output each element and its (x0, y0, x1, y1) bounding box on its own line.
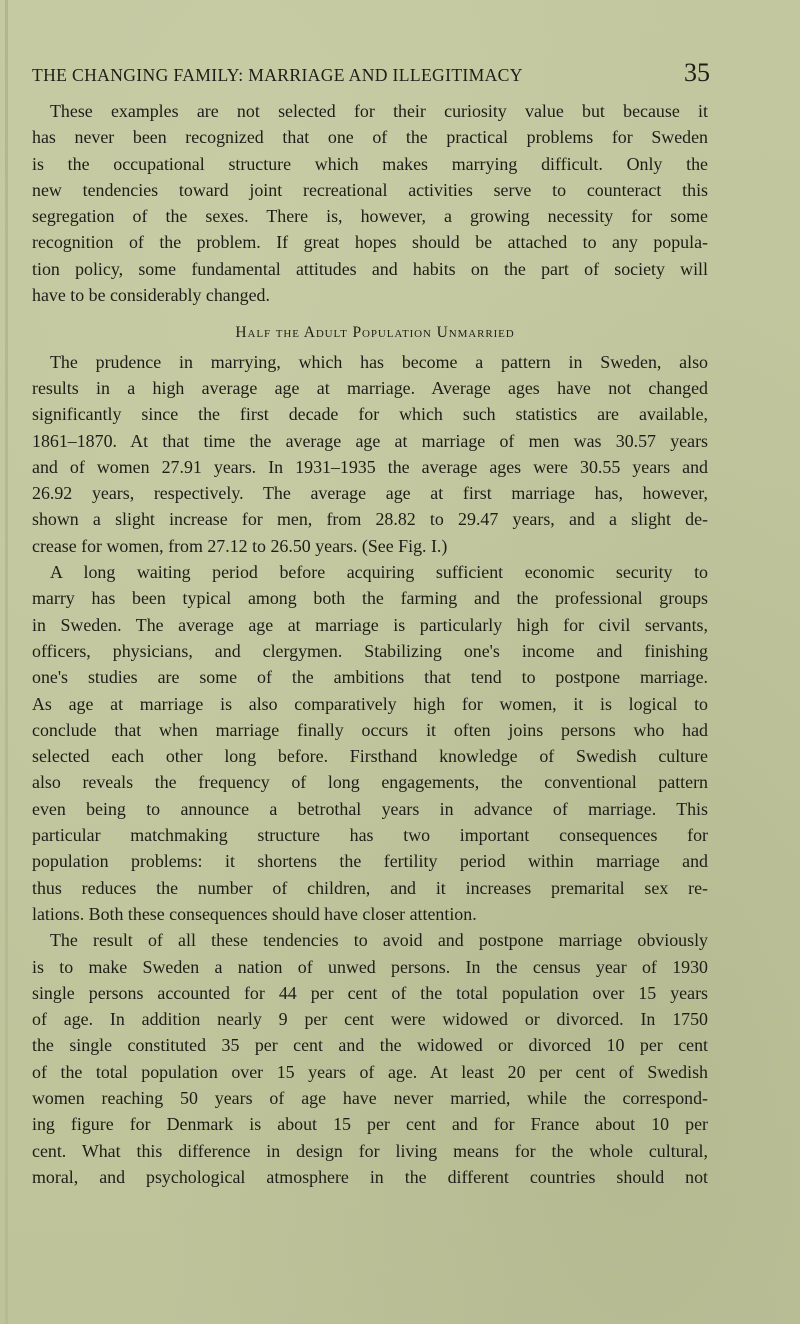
text-line: significantly since the first decade for which such statistics are available, (32, 404, 708, 425)
text-line: new tendencies toward joint recreational activities serve to counteract this (32, 179, 708, 200)
paragraph-3 (32, 559, 708, 927)
text-line: ing figure for Denmark is about 15 per cent and for France about 10 per (32, 1114, 708, 1135)
page-number: 35 (684, 58, 710, 87)
text-line: particular matchmaking structure has two important consequences for (32, 825, 708, 846)
running-head (32, 58, 710, 92)
text-line: of age. In addition nearly 9 per cent were widowed or divorced. In 1750 (32, 1009, 708, 1030)
text-line: recognition of the problem. If great hopes should be attached to any popula- (32, 232, 708, 253)
text-line: lations. Both these consequences should have closer attention. (32, 903, 477, 924)
text-line: population problems: it shortens the fertility period within marriage and (32, 851, 708, 872)
text-line: also reveals the frequency of long engagements, the conventional pattern (32, 772, 708, 793)
text-line: The result of all these tendencies to avoid and postpone marriage obviously (50, 930, 708, 951)
text-line: is to make Sweden a nation of unwed persons. In the census year of 1930 (32, 956, 708, 977)
text-line: segregation of the sexes. There is, however, a growing necessity for some (32, 206, 708, 227)
paragraph-1 (32, 98, 708, 308)
text-line: results in a high average age at marriage. Average ages have not changed (32, 377, 708, 398)
section-heading: Half the Adult Population Unmarried (235, 324, 515, 342)
text-line: cent. What this difference in design for living means for the whole cultural, (32, 1140, 708, 1161)
text-line: the single constituted 35 per cent and the widowed or divorced 10 per cent (32, 1035, 708, 1056)
text-line: The prudence in marrying, which has become a pattern in Sweden, also (50, 351, 708, 372)
text-line: tion policy, some fundamental attitudes and habits on the part of society will (32, 258, 708, 279)
page-fold-shadow (5, 0, 8, 1324)
text-line: moral, and psychological atmosphere in the different countries should not (32, 1166, 708, 1187)
text-line: 1861–1870. At that time the average age at marriage of men was 30.57 years (32, 430, 708, 451)
text-line: selected each other long before. Firsthand knowledge of Swedish culture (32, 746, 708, 767)
text-line: marry has been typical among both the farming and the professional groups (32, 588, 708, 609)
body-text (32, 98, 708, 1190)
text-line: These examples are not selected for their curiosity value but because it (50, 101, 708, 121)
text-line: crease for women, from 27.12 to 26.50 years. (See Fig. I.) (32, 535, 448, 556)
text-line: shown a slight increase for men, from 28.82 to 29.47 years, and a slight de- (32, 509, 708, 530)
paragraph-4 (32, 927, 708, 1190)
text-line: has never been recognized that one of the practical problems for Sweden (32, 127, 708, 148)
text-line: conclude that when marriage finally occurs it often joins persons who had (32, 719, 708, 740)
text-line: have to be considerably changed. (32, 285, 270, 306)
text-line: women reaching 50 years of age have never married, while the correspond- (32, 1087, 708, 1108)
running-title: THE CHANGING FAMILY: MARRIAGE AND ILLEGITIMACY (32, 65, 523, 85)
text-line: single persons accounted for 44 per cent of the total population over 15 years (32, 982, 708, 1003)
text-line: and of women 27.91 years. In 1931–1935 the average ages were 30.55 years and (32, 456, 708, 477)
text-line: A long waiting period before acquiring sufficient economic security to (50, 562, 708, 583)
paragraph-2 (32, 349, 708, 559)
text-line: thus reduces the number of children, and it increases premarital sex re- (32, 877, 708, 898)
text-line: officers, physicians, and clergymen. Stabilizing one's income and finishing (32, 640, 708, 661)
text-line: one's studies are some of the ambitions that tend to postpone marriage. (32, 667, 708, 688)
text-line: of the total population over 15 years of age. At least 20 per cent of Swedish (32, 1061, 708, 1082)
text-line: 26.92 years, respectively. The average age at first marriage has, however, (32, 483, 708, 504)
text-line: is the occupational structure which makes marrying difficult. Only the (32, 153, 708, 174)
text-line: As age at marriage is also comparatively high for women, it is logical to (32, 693, 708, 714)
text-line: even being to announce a betrothal years in advance of marriage. This (32, 798, 708, 819)
text-line: in Sweden. The average age at marriage is particularly high for civil servants, (32, 614, 708, 635)
